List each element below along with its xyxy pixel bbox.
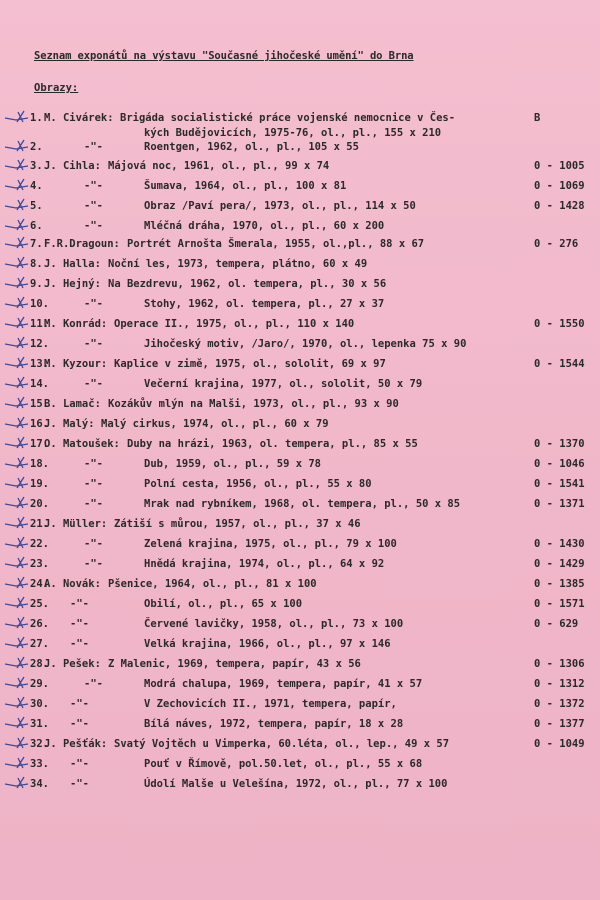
artist-name: -"-: [84, 558, 103, 570]
artwork-details: Brigáda socialistické práce vojenské nemocnice v Čes-: [120, 112, 456, 124]
item-number: 18.: [30, 458, 49, 470]
item-number: 30.: [30, 698, 49, 710]
artist-name: -"-: [70, 698, 89, 710]
list-item: [0, 498, 600, 516]
inventory-code: 0 - 1005: [534, 160, 585, 172]
inventory-code: 0 - 1370: [534, 438, 585, 450]
artwork-details: Dub, 1959, ol., pl., 59 x 78: [144, 458, 322, 470]
artwork-details: Modrá chalupa, 1969, tempera, papír, 41 x 57: [144, 678, 423, 690]
list-item: [0, 358, 600, 376]
artwork-details: Večerní krajina, 1977, ol., sololit, 50 x 79: [144, 378, 423, 390]
item-number: 8.: [30, 258, 43, 270]
artist-name: J. Pešťák:: [44, 738, 108, 750]
list-item: [0, 558, 600, 576]
artwork-details: Duby na hrázi, 1963, ol. tempera, pl., 85 x 55: [127, 438, 418, 450]
item-number: 3.: [30, 160, 43, 172]
item-number: 29.: [30, 678, 49, 690]
list-item: [0, 718, 600, 736]
list-item: [0, 518, 600, 536]
item-number: 26.: [30, 618, 49, 630]
item-number: 6.: [30, 220, 43, 232]
list-item: [0, 658, 600, 676]
inventory-code: 0 - 1385: [534, 578, 585, 590]
artist-name: -"-: [84, 478, 103, 490]
artist-name: -"-: [84, 220, 103, 232]
artist-name: -"-: [84, 200, 103, 212]
item-number: 31.: [30, 718, 49, 730]
item-number: 25.: [30, 598, 49, 610]
item-number: 15.: [30, 398, 49, 410]
list-item: [0, 318, 600, 336]
item-number: 11.: [30, 318, 49, 330]
artwork-details: Obraz /Paví pera/, 1973, ol., pl., 114 x 50: [144, 200, 416, 212]
artist-name: -"-: [84, 141, 103, 153]
item-number: 7.: [30, 238, 43, 250]
list-item: [0, 598, 600, 616]
artist-name: M. Konrád:: [44, 318, 108, 330]
artwork-details: Stohy, 1962, ol. tempera, pl., 27 x 37: [144, 298, 385, 310]
artist-name: J. Müller:: [44, 518, 108, 530]
inventory-code: 0 - 1377: [534, 718, 585, 730]
item-number: 32.: [30, 738, 49, 750]
item-number: 13.: [30, 358, 49, 370]
list-item: [0, 458, 600, 476]
list-item: [0, 338, 600, 356]
artwork-details-continued: kých Budějovicích, 1975-76, ol., pl., 155 x 210: [144, 127, 442, 139]
list-item: [0, 438, 600, 456]
artist-name: B. Lamač:: [44, 398, 101, 410]
list-item: [0, 238, 600, 256]
artwork-details: Májová noc, 1961, ol., pl., 99 x 74: [108, 160, 330, 172]
list-item: [0, 180, 600, 198]
list-item: [0, 278, 600, 296]
artwork-details: Operace II., 1975, ol., pl., 110 x 140: [114, 318, 355, 330]
item-number: 10.: [30, 298, 49, 310]
artwork-details: Obilí, ol., pl., 65 x 100: [144, 598, 303, 610]
list-item: [0, 738, 600, 756]
artist-name: M. Civárek:: [44, 112, 114, 124]
item-number: 4.: [30, 180, 43, 192]
artwork-details: Mléčná dráha, 1970, ol., pl., 60 x 200: [144, 220, 385, 232]
item-number: 21.: [30, 518, 49, 530]
artist-name: M. Kyzour:: [44, 358, 108, 370]
document-title: Seznam exponátů na výstavu "Současné jihočeské umění" do Brna: [34, 50, 414, 62]
artwork-details: Hnědá krajina, 1974, ol., pl., 64 x 92: [144, 558, 385, 570]
list-item: [0, 160, 600, 178]
item-number: 12.: [30, 338, 49, 350]
artist-name: -"-: [70, 638, 89, 650]
artist-name: J. Malý:: [44, 418, 95, 430]
artist-name: -"-: [70, 778, 89, 790]
inventory-code: 0 - 629: [534, 618, 579, 630]
item-number: 14.: [30, 378, 49, 390]
artist-name: -"-: [84, 298, 103, 310]
artist-name: J. Pešek:: [44, 658, 101, 670]
artwork-details: Pšenice, 1964, ol., pl., 81 x 100: [108, 578, 317, 590]
item-number: 16.: [30, 418, 49, 430]
artwork-details: Z Malenic, 1969, tempera, papír, 43 x 56: [108, 658, 361, 670]
artist-name: -"-: [70, 618, 89, 630]
artwork-details: Mrak nad rybníkem, 1968, ol. tempera, pl., 50 x 85: [144, 498, 461, 510]
artist-name: -"-: [84, 458, 103, 470]
inventory-code: 0 - 1429: [534, 558, 585, 570]
artwork-details: Portrét Arnošta Šmerala, 1955, ol.,pl., 88 x 67: [127, 238, 425, 250]
item-number: 33.: [30, 758, 49, 770]
inventory-code: 0 - 1430: [534, 538, 585, 550]
list-item: [0, 698, 600, 716]
artist-name: J. Halla:: [44, 258, 101, 270]
list-item: [0, 758, 600, 776]
artist-name: -"-: [84, 338, 103, 350]
artwork-details: Svatý Vojtěch u Vimperka, 60.léta, ol., lep., 49 x 57: [114, 738, 450, 750]
list-item: [0, 578, 600, 596]
artwork-details: Šumava, 1964, ol., pl., 100 x 81: [144, 180, 347, 192]
item-number: 19.: [30, 478, 49, 490]
artist-name: J. Hejný:: [44, 278, 101, 290]
inventory-code: 0 - 1306: [534, 658, 585, 670]
artwork-details: Malý cirkus, 1974, ol., pl., 60 x 79: [101, 418, 329, 430]
artist-name: F.R.Dragoun:: [44, 238, 120, 250]
artist-name: A. Novák:: [44, 578, 101, 590]
artist-name: -"-: [70, 598, 89, 610]
artwork-details: Polní cesta, 1956, ol., pl., 55 x 80: [144, 478, 372, 490]
inventory-code: 0 - 1371: [534, 498, 585, 510]
item-number: 17.: [30, 438, 49, 450]
item-number: 34.: [30, 778, 49, 790]
item-number: 24.: [30, 578, 49, 590]
item-number: 27.: [30, 638, 49, 650]
inventory-code: 0 - 1571: [534, 598, 585, 610]
list-item: [0, 418, 600, 436]
item-number: 5.: [30, 200, 43, 212]
item-number: 1.: [30, 112, 43, 124]
artwork-details: Kaplice v zimě, 1975, ol., sololit, 69 x 97: [114, 358, 386, 370]
artist-name: -"-: [84, 498, 103, 510]
artist-name: -"-: [84, 180, 103, 192]
inventory-code: 0 - 1428: [534, 200, 585, 212]
artwork-details: Údolí Malše u Velešína, 1972, ol., pl., 77 x 100: [144, 778, 448, 790]
list-item: [0, 200, 600, 218]
inventory-code: 0 - 1372: [534, 698, 585, 710]
inventory-code: 0 - 1312: [534, 678, 585, 690]
artist-name: -"-: [84, 538, 103, 550]
artwork-details: V Zechovicích II., 1971, tempera, papír,: [144, 698, 397, 710]
inventory-code: B: [534, 112, 541, 124]
list-item: [0, 398, 600, 416]
artist-name: -"-: [70, 758, 89, 770]
list-item: [0, 258, 600, 276]
artwork-details: Bílá náves, 1972, tempera, papír, 18 x 28: [144, 718, 404, 730]
artwork-details: Jihočeský motiv, /Jaro/, 1970, ol., lepenka 75 x 90: [144, 338, 467, 350]
artwork-details: Na Bezdrevu, 1962, ol. tempera, pl., 30 x 56: [108, 278, 387, 290]
inventory-code: 0 - 1544: [534, 358, 585, 370]
list-item: [0, 298, 600, 316]
artwork-details: Noční les, 1973, tempera, plátno, 60 x 49: [108, 258, 368, 270]
artwork-details: Kozákův mlýn na Malši, 1973, ol., pl., 93 x 90: [108, 398, 399, 410]
list-item: [0, 141, 600, 159]
list-item: [0, 638, 600, 656]
inventory-code: 0 - 1049: [534, 738, 585, 750]
item-number: 23.: [30, 558, 49, 570]
artist-name: -"-: [84, 678, 103, 690]
artwork-details: Červené lavičky, 1958, ol., pl., 73 x 100: [144, 618, 404, 630]
item-number: 22.: [30, 538, 49, 550]
artist-name: -"-: [84, 378, 103, 390]
artwork-details: Velká krajina, 1966, ol., pl., 97 x 146: [144, 638, 391, 650]
inventory-code: 0 - 1046: [534, 458, 585, 470]
artist-name: -"-: [70, 718, 89, 730]
item-number: 28.: [30, 658, 49, 670]
item-number: 9.: [30, 278, 43, 290]
list-item: [0, 220, 600, 238]
artwork-details: Pouť v Římově, pol.50.let, ol., pl., 55 x 68: [144, 758, 423, 770]
artwork-details: Zelená krajina, 1975, ol., pl., 79 x 100: [144, 538, 397, 550]
artist-name: O. Matoušek:: [44, 438, 120, 450]
item-number: 2.: [30, 141, 43, 153]
list-item: [0, 378, 600, 396]
list-item: [0, 538, 600, 556]
artwork-details: Zátiší s můrou, 1957, ol., pl., 37 x 46: [114, 518, 361, 530]
inventory-code: 0 - 1550: [534, 318, 585, 330]
list-item: [0, 478, 600, 496]
section-heading: Obrazy:: [34, 82, 79, 94]
inventory-code: 0 - 1541: [534, 478, 585, 490]
inventory-code: 0 - 1069: [534, 180, 585, 192]
artist-name: J. Cihla:: [44, 160, 101, 172]
artwork-details: Roentgen, 1962, ol., pl., 105 x 55: [144, 141, 359, 153]
item-number: 20.: [30, 498, 49, 510]
inventory-code: 0 - 276: [534, 238, 579, 250]
list-item: [0, 678, 600, 696]
list-item: [0, 618, 600, 636]
list-item: [0, 778, 600, 796]
